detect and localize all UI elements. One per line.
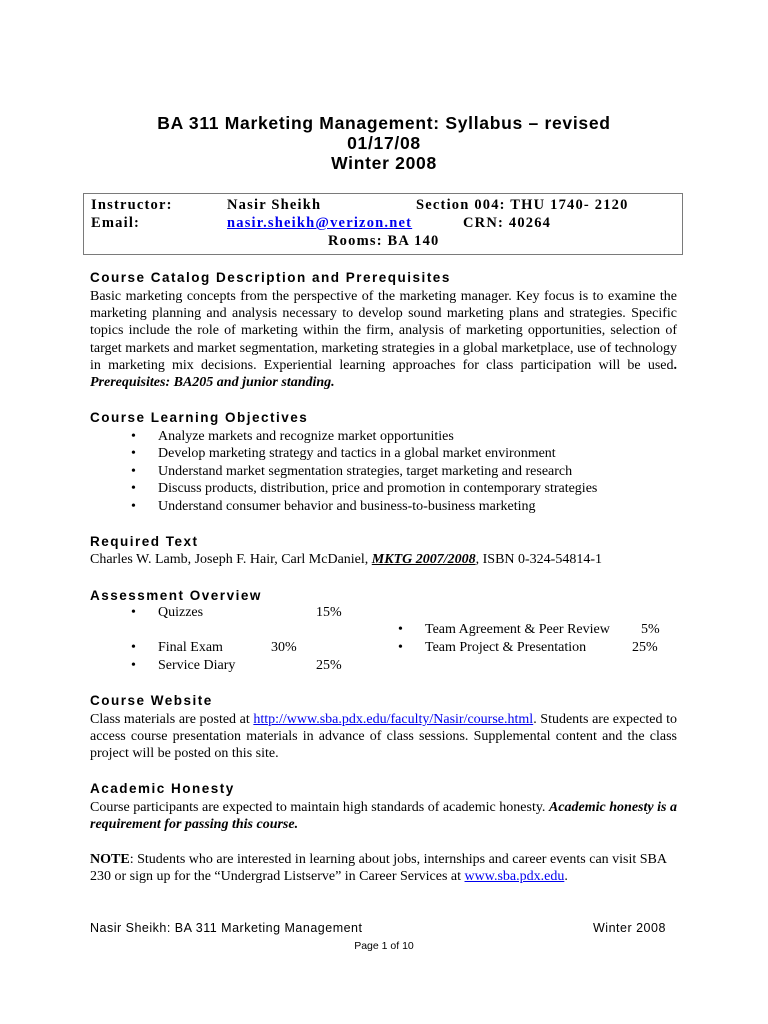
assessment-pct: 15% bbox=[316, 605, 342, 620]
catalog-period: . bbox=[673, 357, 677, 373]
required-text-citation bbox=[90, 551, 677, 568]
objectives-list bbox=[90, 428, 597, 515]
book-title: MKTG 2007/2008 bbox=[371, 552, 476, 567]
note-end: . bbox=[564, 869, 568, 885]
objectives-heading: Course Learning Objectives bbox=[90, 410, 309, 425]
instructor-email-link[interactable]: nasir.sheikh@verizon.net bbox=[227, 215, 413, 231]
list-item: • Discuss products, distribution, price and promotion in contemporary strategies bbox=[90, 480, 597, 497]
assessment-item-quizzes: • Quizzes bbox=[131, 605, 204, 620]
instructor-name: Nasir Sheikh bbox=[227, 197, 322, 213]
honesty-paragraph bbox=[90, 799, 677, 833]
catalog-text: Basic marketing concepts from the perspective of the marketing manager. Key focus is to examine the marketing planning and analysis necessary to develop sound marketing plans and strategies. Specific topics include the role of marketing within the firm, analysis of marketing opportunities, selection of target markets and market segmentation, marketing strategies in a global marketplace, use of technology in marketing mix decisions. Experiential learning approaches for class participation will be used bbox=[90, 289, 677, 373]
assessment-pct: 25% bbox=[316, 658, 342, 673]
rooms-info: Rooms: BA 140 bbox=[328, 233, 440, 249]
book-authors: Charles W. Lamb, Joseph F. Hair, Carl McDaniel, bbox=[90, 552, 372, 567]
sba-website-link[interactable]: www.sba.pdx.edu bbox=[464, 869, 565, 885]
section-info: Section 004: THU 1740- 2120 bbox=[416, 197, 629, 213]
honesty-text: Course participants are expected to maintain high standards of academic honesty. bbox=[90, 800, 549, 815]
title-line-2: 01/17/08 bbox=[347, 133, 421, 153]
list-item: • Develop marketing strategy and tactics in a global market environment bbox=[90, 445, 597, 462]
catalog-heading: Course Catalog Description and Prerequisites bbox=[90, 270, 451, 285]
note-paragraph bbox=[90, 851, 677, 885]
book-isbn: , ISBN 0-324-54814-1 bbox=[475, 552, 603, 567]
assessment-pct: 5% bbox=[641, 622, 660, 637]
assessment-name: Service Diary bbox=[158, 658, 236, 673]
catalog-description bbox=[90, 288, 677, 391]
crn-info: CRN: 40264 bbox=[463, 215, 552, 231]
assessment-heading: Assessment Overview bbox=[90, 588, 262, 603]
assessment-name: Quizzes bbox=[158, 605, 204, 620]
website-paragraph bbox=[90, 711, 677, 763]
note-label: NOTE bbox=[90, 852, 130, 867]
title-line-1: BA 311 Marketing Management: Syllabus – revised bbox=[157, 113, 611, 133]
assessment-item-team-agreement: • Team Agreement & Peer Review bbox=[398, 622, 610, 637]
title-line-3: Winter 2008 bbox=[331, 153, 437, 173]
assessment-name: Team Agreement & Peer Review bbox=[425, 622, 610, 637]
footer-right: Winter 2008 bbox=[593, 921, 666, 935]
page-number: Page 1 of 10 bbox=[354, 940, 414, 952]
instructor-label: Instructor: bbox=[91, 197, 173, 213]
email-label: Email: bbox=[91, 215, 141, 231]
required-text-heading: Required Text bbox=[90, 534, 199, 549]
assessment-pct: 25% bbox=[632, 640, 658, 655]
list-item: • Understand market segmentation strategies, target marketing and research bbox=[90, 463, 597, 480]
list-item: • Understand consumer behavior and business-to-business marketing bbox=[90, 498, 597, 515]
prerequisites: Prerequisites: BA205 and junior standing. bbox=[90, 375, 335, 391]
honesty-heading: Academic Honesty bbox=[90, 781, 235, 796]
assessment-pct: 30% bbox=[271, 640, 297, 655]
list-item: • Analyze markets and recognize market opportunities bbox=[90, 428, 597, 445]
assessment-item-team-project: • Team Project & Presentation bbox=[398, 640, 587, 655]
assessment-name: Final Exam bbox=[158, 640, 223, 655]
assessment-item-service-diary: • Service Diary bbox=[131, 658, 236, 673]
website-post: . Students are expected to access course presentation materials in advance of class sessions. Supplemental content and the class project will be posted on this site. bbox=[90, 712, 678, 762]
course-website-link[interactable]: http://www.sba.pdx.edu/faculty/Nasir/course.html bbox=[253, 712, 534, 727]
assessment-name: Team Project & Presentation bbox=[425, 640, 587, 655]
website-pre: Class materials are posted at bbox=[90, 712, 254, 727]
note-text: : Students who are interested in learning about jobs, internships and career events can visit SBA 230 or sign up for the “Undergrad Listserve” in Career Services at bbox=[90, 852, 667, 885]
footer-left: Nasir Sheikh: BA 311 Marketing Management bbox=[90, 921, 363, 935]
assessment-item-final-exam: • Final Exam bbox=[131, 640, 223, 655]
honesty-emphasis: Academic honesty is a requirement for passing this course. bbox=[90, 800, 678, 833]
website-heading: Course Website bbox=[90, 693, 213, 708]
document-title bbox=[90, 113, 678, 173]
